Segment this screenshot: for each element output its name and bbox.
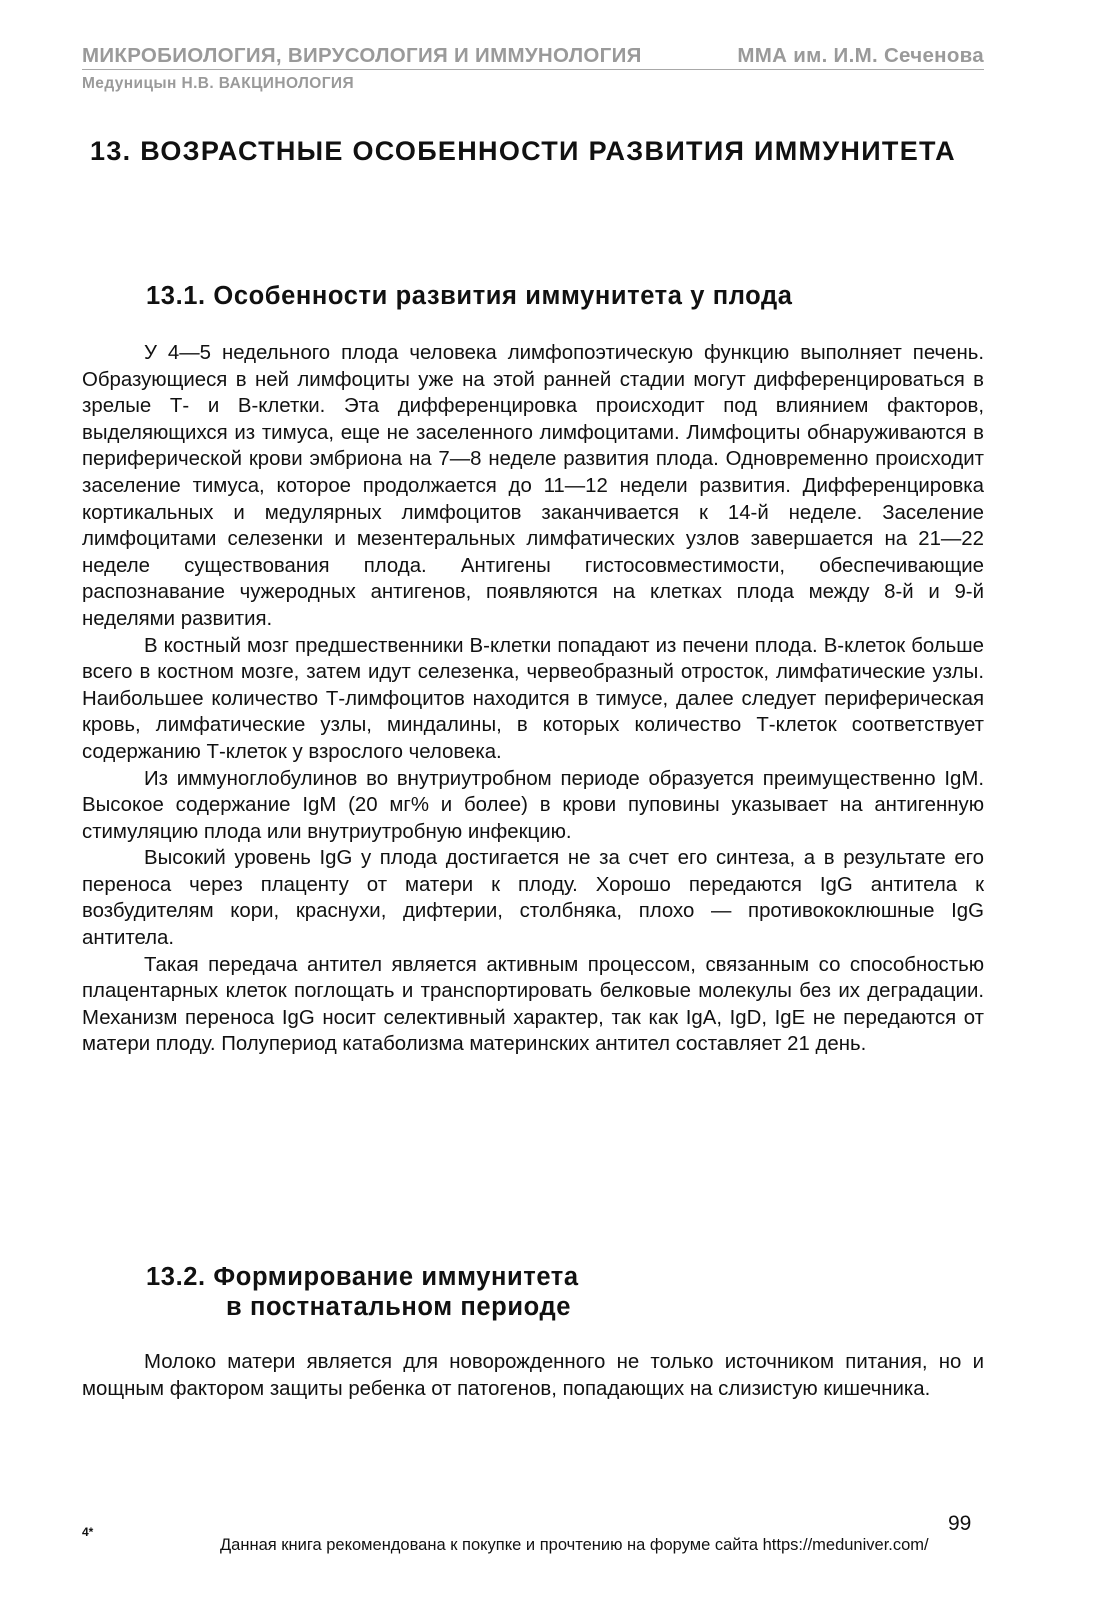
paragraph: У 4—5 недельного плода человека лимфопоэтическую функцию выполняет печень. Образующиеся в ней лимфоциты уже на этой ранней стадии могут дифференцироваться в зрелые Т- и В-клетки. Эта дифференцировка происходит под влиянием факторов, выделяющихся из тимуса, еще не заселенного лимфоцитами. Лимфоциты обнаруживаются в периферической крови эмбриона на 7—8 неделе развития плода. Одновременно происходит заселение тимуса, которое продолжается до 11—12 недели развития. Дифференцировка кортикальных и медулярных лимфоцитов заканчивается к 14-й неделе. Заселение лимфоцитами селезенки и мезентеральных лимфатических узлов завершается на 21—22 неделе существования плода. Антигены гистосовместимости, обеспечивающие распознавание чужеродных антигенов, появляются на клетках плода между 8-й и 9-й неделями развития. bbox=[82, 342, 984, 630]
running-header-institution: ММА им. И.М. Сеченова bbox=[737, 44, 984, 67]
section-2-title-line2: в постнатальном периоде bbox=[226, 1293, 572, 1321]
signature-mark: 4* bbox=[82, 1525, 94, 1539]
section-2-body bbox=[82, 1349, 984, 1402]
paragraph: В костный мозг предшественники В-клетки попадают из печени плода. В-клеток больше всего в костном мозге, затем идут селезенка, червеобразный отросток, лимфатические узлы. Наибольшее количество Т-лимфоцитов находится в тимусе, далее следует периферическая кровь, лимфатические узлы, миндалины, в которых количество Т-клеток соответствует содержанию Т-клеток у взрослого человека. bbox=[82, 634, 984, 763]
paragraph: Такая передача антител является активным процессом, связанным со способностью плацентарных клеток поглощать и транспортировать белковые молекулы без их деградации. Механизм переноса IgG носит селективный характер, так как IgA, IgD, IgE не передаются от матери плоду. Полупериод катаболизма материнских антител составляет 21 день. bbox=[82, 953, 984, 1056]
chapter-title: 13. ВОЗРАСТНЫЕ ОСОБЕННОСТИ РАЗВИТИЯ ИММУНИТЕТА bbox=[90, 136, 956, 166]
footer-note: Данная книга рекомендована к покупке и прочтению на форуме сайта https://meduniver.com/ bbox=[220, 1536, 929, 1554]
section-1-title: 13.1. Особенности развития иммунитета у плода bbox=[146, 282, 793, 310]
paragraph: Молоко матери является для новорожденного не только источником питания, но и мощным фактором защиты ребенка от патогенов, попадающих на слизистую кишечника. bbox=[82, 1351, 984, 1400]
section-1-body bbox=[82, 340, 984, 1058]
running-header bbox=[82, 44, 984, 93]
section-2-title-line1: 13.2. Формирование иммунитета bbox=[146, 1263, 579, 1291]
paragraph: Высокий уровень IgG у плода достигается не за счет его синтеза, а в результате его переноса через плаценту от матери к плоду. Хорошо передаются IgG антитела к возбудителям кори, краснухи, дифтерии, столбняка, плохо — противококлюшные IgG антитела. bbox=[82, 847, 984, 950]
running-header-book: Медуницын Н.В. ВАКЦИНОЛОГИЯ bbox=[82, 75, 355, 92]
section-2-title bbox=[146, 1262, 1006, 1322]
paragraph: Из иммуноглобулинов во внутриутробном периоде образуется преимущественно IgM. Высокое содержание IgM (20 мг% и более) в крови пуповины указывает на антигенную стимуляцию плода или внутриутробную инфекцию. bbox=[82, 767, 984, 843]
page-number: 99 bbox=[948, 1512, 972, 1535]
running-header-subject: МИКРОБИОЛОГИЯ, ВИРУСОЛОГИЯ И ИММУНОЛОГИЯ bbox=[82, 44, 642, 67]
